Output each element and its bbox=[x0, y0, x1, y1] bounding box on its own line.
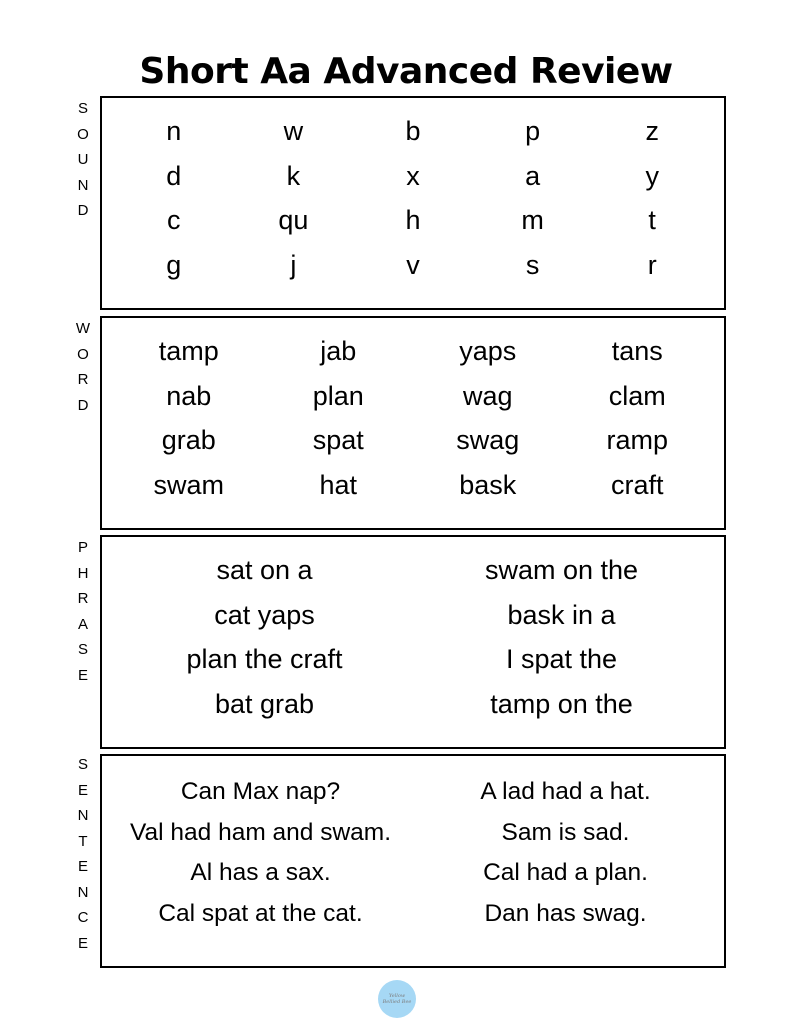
sound-item: y bbox=[645, 160, 659, 191]
side-label-letter: E bbox=[77, 666, 88, 684]
side-label-phrase bbox=[72, 535, 94, 688]
word-item: spat bbox=[312, 425, 364, 455]
side-label-letter: W bbox=[75, 320, 91, 337]
side-label-letter: S bbox=[77, 756, 88, 773]
side-label-letter: H bbox=[77, 564, 89, 582]
word-item: grab bbox=[161, 425, 216, 455]
word-box bbox=[100, 316, 726, 530]
sentence-box bbox=[100, 754, 726, 968]
word-item: tans bbox=[611, 336, 663, 366]
side-label-letter: E bbox=[77, 781, 88, 799]
brand-logo bbox=[378, 980, 416, 1018]
phrase-item: bat grab bbox=[214, 688, 315, 719]
phrase-item: cat yaps bbox=[214, 599, 315, 630]
phrase-item: sat on a bbox=[216, 555, 313, 585]
word-item: ramp bbox=[606, 425, 668, 455]
sound-item: r bbox=[647, 249, 657, 280]
sentence-item: Sam is sad. bbox=[501, 818, 630, 846]
side-label-letter: O bbox=[77, 345, 89, 363]
sentence-item: Cal spat at the cat. bbox=[158, 900, 363, 928]
sound-item: w bbox=[283, 116, 304, 146]
word-item: clam bbox=[608, 380, 666, 411]
word-item: yaps bbox=[459, 336, 517, 366]
word-item: plan bbox=[312, 380, 364, 411]
side-label-letter: D bbox=[77, 396, 89, 414]
sound-item: a bbox=[525, 160, 541, 191]
word-grid bbox=[102, 336, 724, 514]
word-item: jab bbox=[320, 336, 357, 366]
phrase-item: plan the craft bbox=[186, 644, 343, 674]
side-label-letter: A bbox=[77, 615, 88, 633]
sentence-grid bbox=[102, 778, 724, 941]
sound-grid bbox=[102, 116, 724, 294]
page-title: Short Aa Advanced Review bbox=[139, 51, 673, 92]
side-label-letter: S bbox=[77, 100, 88, 117]
sound-item: p bbox=[525, 116, 541, 146]
phrase-grid bbox=[102, 555, 724, 733]
sound-item: x bbox=[406, 160, 420, 191]
word-item: swag bbox=[456, 425, 520, 455]
side-label-letter: O bbox=[77, 125, 89, 143]
sound-item: z bbox=[645, 116, 659, 146]
word-item: nab bbox=[166, 380, 212, 411]
side-label-letter: P bbox=[77, 539, 88, 556]
word-item: swam bbox=[153, 469, 224, 500]
sound-item: n bbox=[166, 116, 182, 146]
phrase-box bbox=[100, 535, 726, 749]
phrase-item: I spat the bbox=[505, 644, 618, 674]
sound-item: s bbox=[525, 249, 540, 280]
word-item: craft bbox=[610, 469, 664, 500]
phrase-item: swam on the bbox=[484, 555, 639, 585]
side-label-letter: R bbox=[77, 371, 89, 388]
side-label-letter: E bbox=[77, 934, 88, 952]
sentence-item: Cal had a plan. bbox=[483, 859, 648, 887]
phrase-item: bask in a bbox=[507, 599, 616, 630]
sentence-item: Dan has swag. bbox=[484, 900, 647, 928]
side-label-letter: T bbox=[78, 832, 88, 850]
side-label-letter: D bbox=[77, 202, 89, 219]
word-item: tamp bbox=[158, 336, 219, 366]
sound-item: v bbox=[406, 249, 420, 280]
sound-item: t bbox=[648, 205, 656, 235]
sound-item: qu bbox=[278, 205, 309, 235]
side-label-letter: N bbox=[77, 883, 89, 901]
sound-item: h bbox=[405, 205, 421, 235]
sound-item: b bbox=[405, 116, 421, 146]
side-label-letter: U bbox=[77, 151, 89, 168]
side-label-letter: E bbox=[77, 858, 88, 875]
sound-item: j bbox=[290, 249, 297, 280]
sound-item: g bbox=[166, 249, 182, 280]
sentence-item: Al has a sax. bbox=[190, 859, 331, 887]
sound-item: d bbox=[166, 160, 182, 191]
word-item: wag bbox=[462, 380, 513, 411]
side-label-letter: N bbox=[77, 176, 89, 194]
side-label-letter: C bbox=[77, 909, 89, 926]
logo-text: Yellow Bellied Bee bbox=[382, 993, 412, 1005]
sentence-item: A lad had a hat. bbox=[480, 778, 651, 805]
sentence-item: Can Max nap? bbox=[180, 778, 341, 805]
side-label-sound bbox=[72, 96, 94, 224]
side-label-letter: R bbox=[77, 590, 89, 607]
word-item: hat bbox=[319, 469, 358, 500]
side-label-sentence bbox=[72, 752, 94, 956]
sentence-item: Val had ham and swam. bbox=[129, 818, 392, 846]
sound-item: k bbox=[286, 160, 301, 191]
side-label-word bbox=[72, 316, 94, 418]
side-label-letter: N bbox=[77, 807, 89, 824]
side-label-letter: S bbox=[77, 641, 88, 658]
phrase-item: tamp on the bbox=[490, 688, 633, 719]
word-item: bask bbox=[459, 469, 517, 500]
sound-item: m bbox=[521, 205, 544, 235]
sound-box bbox=[100, 96, 726, 310]
sound-item: c bbox=[167, 205, 181, 235]
